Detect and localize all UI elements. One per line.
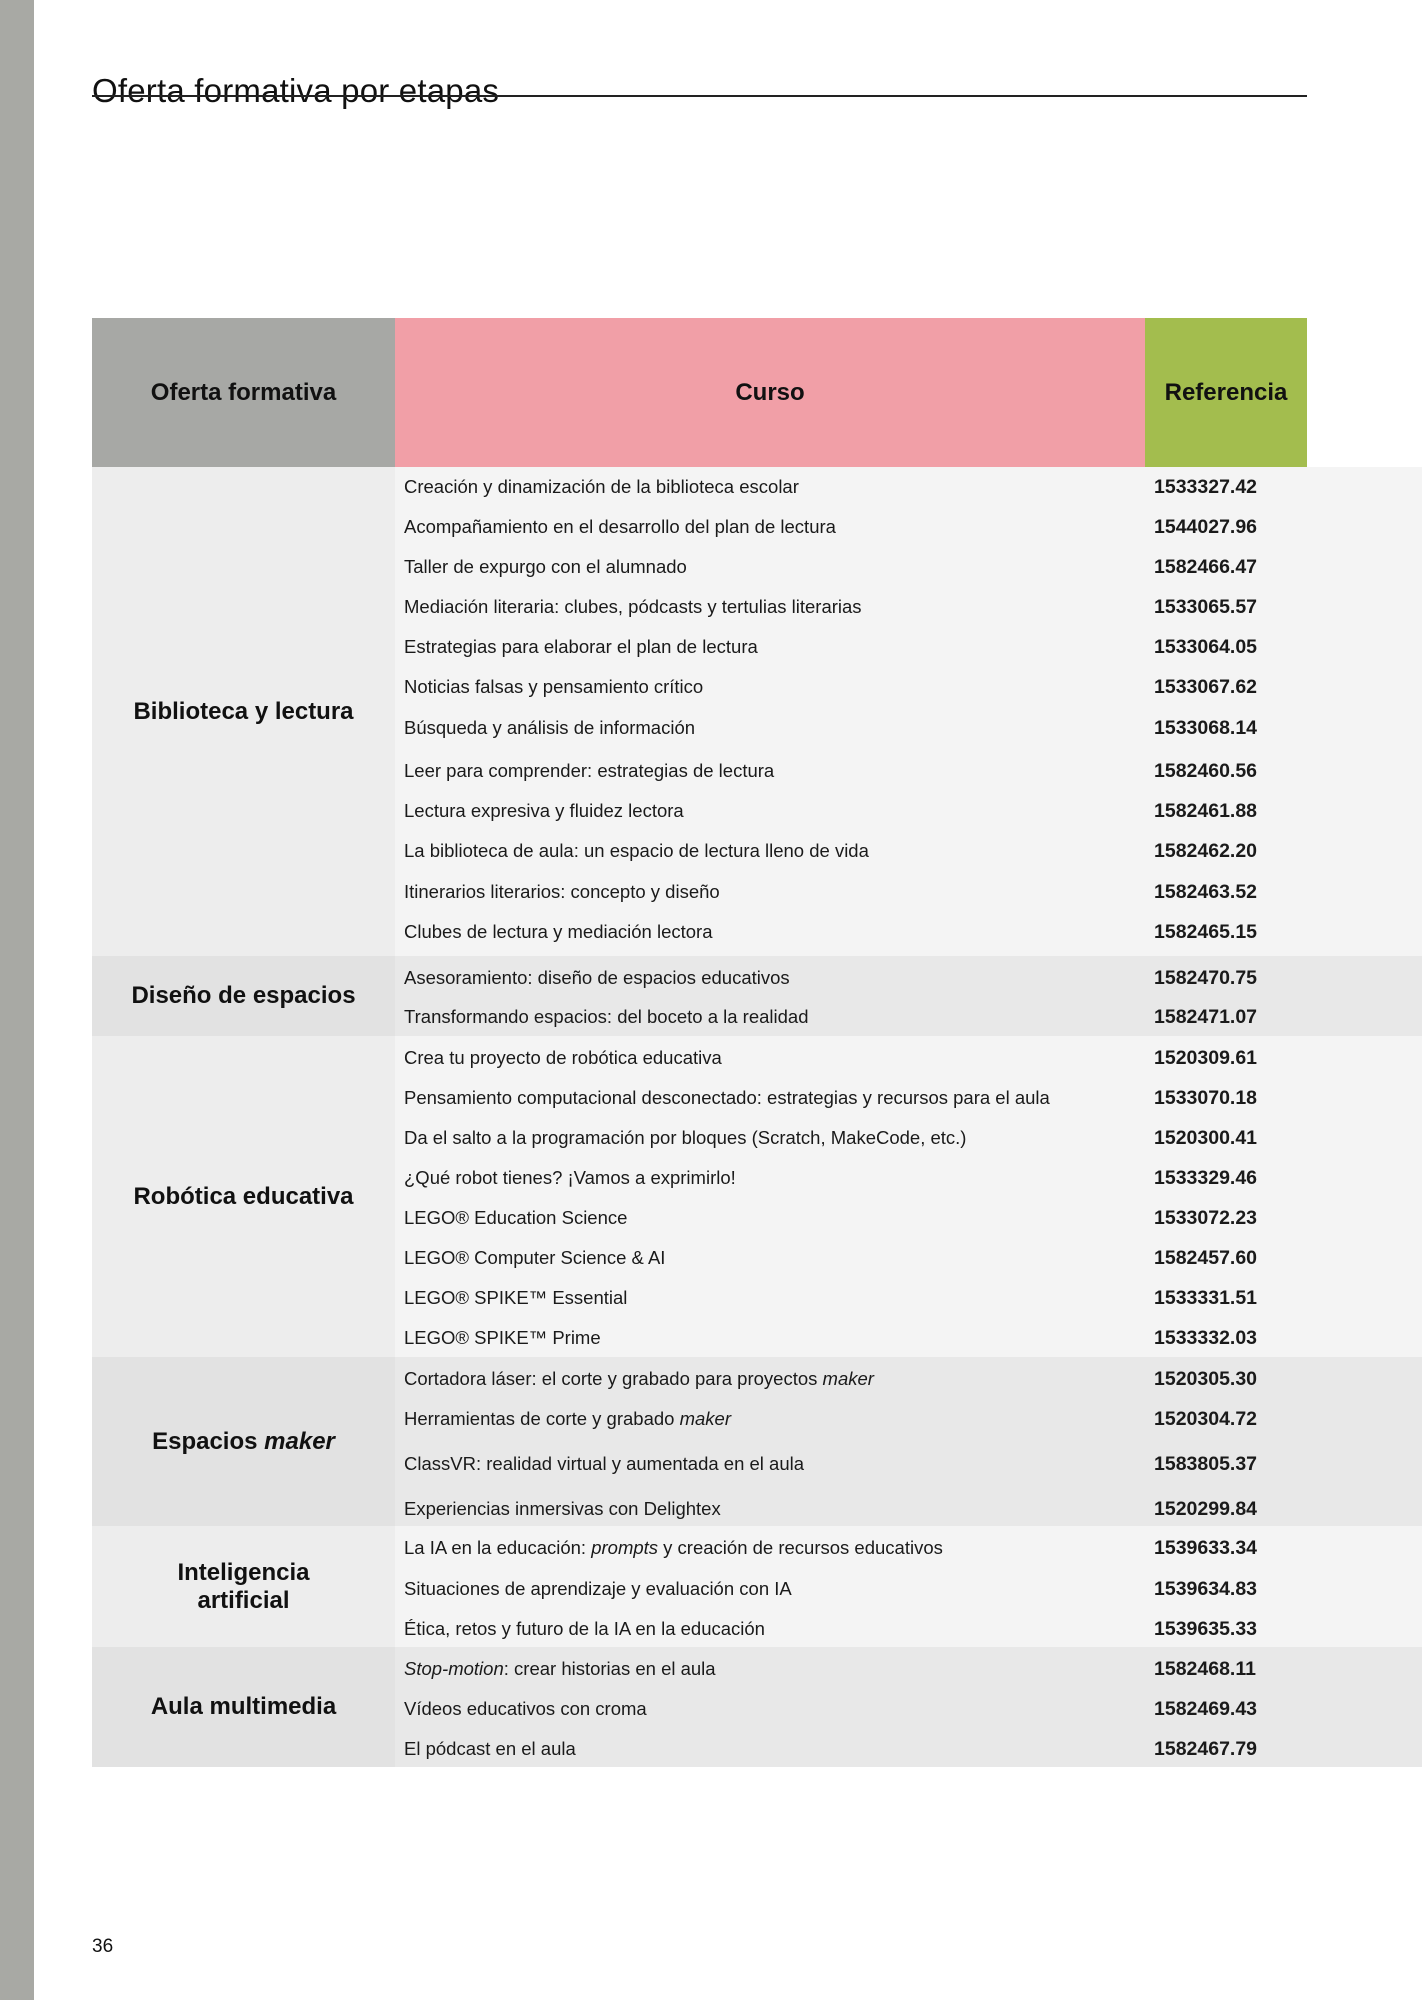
table-row bbox=[92, 1569, 1422, 1609]
table-row bbox=[92, 1609, 1422, 1649]
table-row bbox=[92, 1399, 1422, 1439]
course-name bbox=[404, 1649, 716, 1689]
table-row bbox=[92, 958, 1422, 998]
table-row bbox=[92, 1649, 1422, 1689]
table-row bbox=[92, 587, 1422, 627]
course-reference: 1533072.23 bbox=[1154, 1207, 1258, 1229]
course-name bbox=[404, 1528, 943, 1568]
course-name-italic: Stop-motion bbox=[404, 1658, 504, 1679]
category-label: Robótica educativa bbox=[133, 1182, 354, 1210]
course-name: Leer para comprender: estrategias de lectura bbox=[404, 760, 775, 781]
course-name: Situaciones de aprendizaje y evaluación con IA bbox=[404, 1578, 792, 1599]
group-diseno-espacios bbox=[92, 956, 1422, 1036]
course-reference: 1533068.14 bbox=[1154, 717, 1258, 739]
table-row bbox=[92, 1038, 1422, 1078]
table-row bbox=[92, 1318, 1422, 1358]
course-name: Creación y dinamización de la biblioteca escolar bbox=[404, 476, 799, 497]
category-label: Biblioteca y lectura bbox=[133, 697, 354, 725]
course-reference: 1539634.83 bbox=[1154, 1578, 1258, 1600]
course-reference: 1533067.62 bbox=[1154, 676, 1258, 698]
course-reference: 1533064.05 bbox=[1154, 636, 1258, 658]
course-name bbox=[404, 1399, 731, 1439]
course-name-text: La IA en la educación: bbox=[404, 1537, 592, 1558]
course-name: Crea tu proyecto de robótica educativa bbox=[404, 1047, 722, 1068]
category-label: Diseño de espacios bbox=[131, 982, 356, 1009]
course-reference: 1582460.56 bbox=[1154, 760, 1258, 782]
course-name: Itinerarios literarios: concepto y diseño bbox=[404, 881, 720, 902]
course-name: Mediación literaria: clubes, pódcasts y tertulias literarias bbox=[404, 596, 862, 617]
table-row bbox=[92, 1238, 1422, 1278]
course-reference: 1583805.37 bbox=[1154, 1453, 1258, 1475]
table-row bbox=[92, 751, 1422, 791]
course-name: Experiencias inmersivas con Delightex bbox=[404, 1498, 721, 1519]
course-name-suffix: : crear historias en el aula bbox=[503, 1658, 716, 1679]
table-row bbox=[92, 1359, 1422, 1399]
course-name: El pódcast en el aula bbox=[404, 1738, 576, 1759]
course-reference: 1533331.51 bbox=[1154, 1287, 1258, 1309]
table-row bbox=[92, 667, 1422, 707]
course-name-italic: prompts bbox=[591, 1537, 659, 1558]
table-row bbox=[92, 467, 1422, 507]
table-row bbox=[92, 1444, 1422, 1484]
course-reference: 1582469.43 bbox=[1154, 1698, 1258, 1720]
course-reference: 1544027.96 bbox=[1154, 516, 1258, 538]
course-name: Lectura expresiva y fluidez lectora bbox=[404, 800, 684, 821]
course-name-text: Herramientas de corte y grabado bbox=[404, 1408, 680, 1429]
table-row bbox=[92, 1528, 1422, 1568]
course-name: Da el salto a la programación por bloques (Scratch, MakeCode, etc.) bbox=[404, 1127, 967, 1148]
course-name: Asesoramiento: diseño de espacios educativos bbox=[404, 967, 790, 988]
course-name: Búsqueda y análisis de información bbox=[404, 717, 696, 738]
page-title: Oferta formativa por etapas bbox=[92, 72, 500, 110]
course-reference: 1539635.33 bbox=[1154, 1618, 1258, 1640]
course-reference: 1520305.30 bbox=[1154, 1368, 1258, 1390]
course-name: Estrategias para elaborar el plan de lectura bbox=[404, 636, 758, 657]
course-reference: 1533329.46 bbox=[1154, 1167, 1258, 1189]
table-row bbox=[92, 831, 1422, 871]
course-reference: 1582463.52 bbox=[1154, 881, 1258, 903]
table-row bbox=[92, 791, 1422, 831]
table-row bbox=[92, 507, 1422, 547]
course-reference: 1582465.15 bbox=[1154, 921, 1258, 943]
table-row bbox=[92, 872, 1422, 912]
category-label-text: Espacios bbox=[152, 1427, 265, 1455]
course-reference: 1520299.84 bbox=[1154, 1498, 1258, 1520]
header-oferta-formativa: Oferta formativa bbox=[92, 318, 395, 467]
course-name: LEGO® SPIKE™ Essential bbox=[404, 1287, 628, 1308]
table-row bbox=[92, 1118, 1422, 1158]
course-reference: 1520304.72 bbox=[1154, 1408, 1258, 1430]
course-name: Ética, retos y futuro de la IA en la educación bbox=[404, 1618, 765, 1639]
table-row bbox=[92, 1158, 1422, 1198]
course-name: Clubes de lectura y mediación lectora bbox=[404, 921, 713, 942]
table-row bbox=[92, 1198, 1422, 1238]
table-row bbox=[92, 1689, 1422, 1729]
course-name: Acompañamiento en el desarrollo del plan de lectura bbox=[404, 516, 836, 537]
course-name-suffix: y creación de recursos educativos bbox=[658, 1537, 943, 1558]
course-reference: 1582470.75 bbox=[1154, 967, 1258, 989]
page-number: 36 bbox=[92, 1936, 114, 1957]
group-aula-multimedia bbox=[92, 1647, 1422, 1767]
course-name: La biblioteca de aula: un espacio de lectura lleno de vida bbox=[404, 840, 869, 861]
table-row bbox=[92, 912, 1422, 952]
course-name: LEGO® Education Science bbox=[404, 1207, 628, 1228]
course-reference: 1533327.42 bbox=[1154, 476, 1258, 498]
course-reference: 1533070.18 bbox=[1154, 1087, 1258, 1109]
group-robotica-educativa bbox=[92, 1036, 1422, 1357]
course-name: LEGO® Computer Science & AI bbox=[404, 1247, 666, 1268]
side-color-bar bbox=[0, 0, 34, 2000]
category-label-italic: maker bbox=[264, 1427, 335, 1455]
table-row bbox=[92, 547, 1422, 587]
course-reference: 1582461.88 bbox=[1154, 800, 1258, 822]
course-reference: 1582457.60 bbox=[1154, 1247, 1258, 1269]
group-biblioteca-lectura bbox=[92, 467, 1422, 956]
course-name: Taller de expurgo con el alumnado bbox=[404, 556, 687, 577]
course-name: ClassVR: realidad virtual y aumentada en el aula bbox=[404, 1453, 805, 1474]
category-label-line2: artificial bbox=[197, 1586, 290, 1614]
group-inteligencia-artificial bbox=[92, 1526, 1422, 1647]
course-reference: 1582471.07 bbox=[1154, 1006, 1258, 1028]
course-reference: 1533332.03 bbox=[1154, 1327, 1258, 1349]
table-row bbox=[92, 627, 1422, 667]
course-reference: 1520300.41 bbox=[1154, 1127, 1258, 1149]
course-reference: 1533065.57 bbox=[1154, 596, 1258, 618]
category-label-line1: Inteligencia bbox=[177, 1558, 310, 1586]
course-name-text: Cortadora láser: el corte y grabado para proyectos bbox=[404, 1368, 823, 1389]
table-row bbox=[92, 997, 1422, 1037]
course-reference: 1520309.61 bbox=[1154, 1047, 1258, 1069]
title-rule bbox=[92, 95, 1307, 97]
header-referencia: Referencia bbox=[1145, 318, 1307, 467]
course-reference: 1582466.47 bbox=[1154, 556, 1258, 578]
header-curso: Curso bbox=[395, 318, 1145, 467]
course-name: LEGO® SPIKE™ Prime bbox=[404, 1327, 601, 1348]
table-row bbox=[92, 708, 1422, 748]
course-reference: 1539633.34 bbox=[1154, 1537, 1258, 1559]
category-label: Aula multimedia bbox=[150, 1693, 337, 1720]
course-name bbox=[404, 1359, 874, 1399]
course-name: Noticias falsas y pensamiento crítico bbox=[404, 676, 704, 697]
course-name: Vídeos educativos con croma bbox=[404, 1698, 647, 1719]
table-row bbox=[92, 1278, 1422, 1318]
course-name: Pensamiento computacional desconectado: estrategias y recursos para el aula bbox=[404, 1087, 1050, 1108]
course-name-italic: maker bbox=[822, 1368, 874, 1389]
course-name: ¿Qué robot tienes? ¡Vamos a exprimirlo! bbox=[404, 1167, 736, 1188]
course-name: Transformando espacios: del boceto a la realidad bbox=[404, 1006, 809, 1027]
course-reference: 1582468.11 bbox=[1154, 1658, 1256, 1680]
course-reference: 1582462.20 bbox=[1154, 840, 1258, 862]
table-row bbox=[92, 1078, 1422, 1118]
table-row bbox=[92, 1489, 1422, 1529]
group-espacios-maker bbox=[92, 1357, 1422, 1526]
course-reference: 1582467.79 bbox=[1154, 1738, 1258, 1760]
course-name-italic: maker bbox=[679, 1408, 731, 1429]
table-row bbox=[92, 1729, 1422, 1769]
